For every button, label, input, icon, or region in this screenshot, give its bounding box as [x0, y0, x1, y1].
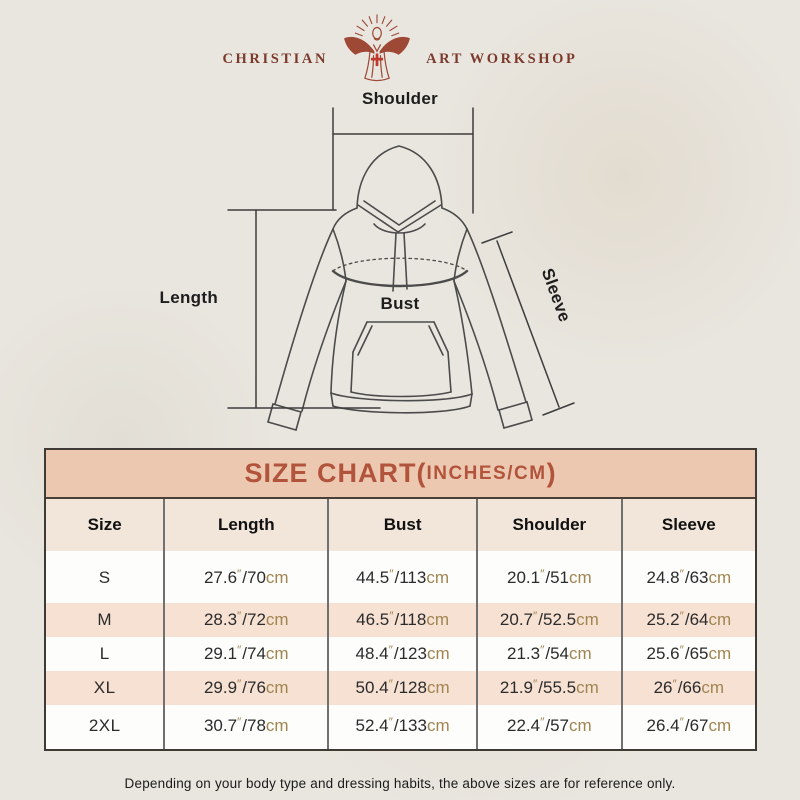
- length-measurement-cell: 27.6″/70cm: [164, 551, 328, 603]
- column-header-sleeve: Sleeve: [622, 499, 755, 551]
- reference-note: Depending on your body type and dressing habits, the above sizes are for reference only.: [124, 776, 676, 791]
- length-measurement-cell: 29.1″/74cm: [164, 637, 328, 671]
- table-row: [46, 551, 755, 603]
- length-measurement-cell: 28.3″/72cm: [164, 603, 328, 637]
- shoulder-label: Shoulder: [361, 89, 439, 108]
- title-close: ): [546, 458, 557, 488]
- brand-name-right: ART WORKSHOP: [426, 51, 578, 67]
- sleeve-dimension-line: [497, 241, 559, 407]
- table-row: [46, 603, 755, 637]
- table-row: [46, 705, 755, 749]
- sleeve-measurement-cell: 26.4″/67cm: [622, 705, 755, 749]
- size-cell: L: [99, 644, 110, 663]
- title-units: INCHES/CM: [426, 462, 547, 484]
- bust-measurement-cell: 46.5″/118cm: [328, 603, 477, 637]
- bust-measurement-cell: 44.5″/113cm: [328, 551, 477, 603]
- column-header-size: Size: [46, 499, 164, 551]
- sleeve-measurement-cell: 24.8″/63cm: [622, 551, 755, 603]
- brand-name-left: CHRISTIAN: [222, 51, 329, 67]
- shoulder-measurement-cell: 20.7″/52.5cm: [477, 603, 622, 637]
- dimension-lines: [228, 108, 574, 415]
- sleeve-measurement-cell: 25.6″/65cm: [622, 637, 755, 671]
- length-label: Length: [159, 288, 218, 307]
- bust-measurement-cell: 48.4″/123cm: [328, 637, 477, 671]
- column-header-length: Length: [164, 499, 328, 551]
- shoulder-measurement-cell: 20.1″/51cm: [477, 551, 622, 603]
- sleeve-measurement-cell: 26″/66cm: [622, 671, 755, 705]
- size-cell: M: [97, 610, 113, 629]
- table-row: [46, 671, 755, 705]
- title-main: SIZE CHART(: [244, 458, 427, 488]
- size-table-body: [46, 551, 755, 749]
- size-table: [46, 499, 755, 749]
- size-cell: XL: [93, 678, 116, 697]
- length-measurement-cell: 29.9″/76cm: [164, 671, 328, 705]
- bust-measurement-cell: 52.4″/133cm: [328, 705, 477, 749]
- hoodie-drawing: [268, 146, 532, 430]
- bust-label: Bust: [380, 294, 420, 313]
- size-table-header: [46, 499, 755, 551]
- shoulder-measurement-cell: 21.9″/55.5cm: [477, 671, 622, 705]
- size-chart-box: [44, 448, 757, 751]
- table-row: [46, 637, 755, 671]
- sleeve-label: Sleeve: [537, 265, 575, 325]
- shoulder-measurement-cell: 22.4″/57cm: [477, 705, 622, 749]
- column-header-bust: Bust: [328, 499, 477, 551]
- column-header-shoulder: Shoulder: [477, 499, 622, 551]
- size-cell: S: [98, 568, 111, 587]
- sleeve-measurement-cell: 25.2″/64cm: [622, 603, 755, 637]
- size-cell: 2XL: [88, 716, 121, 735]
- bust-measurement-cell: 50.4″/128cm: [328, 671, 477, 705]
- length-measurement-cell: 30.7″/78cm: [164, 705, 328, 749]
- size-chart-title: [46, 450, 755, 499]
- shoulder-measurement-cell: 21.3″/54cm: [477, 637, 622, 671]
